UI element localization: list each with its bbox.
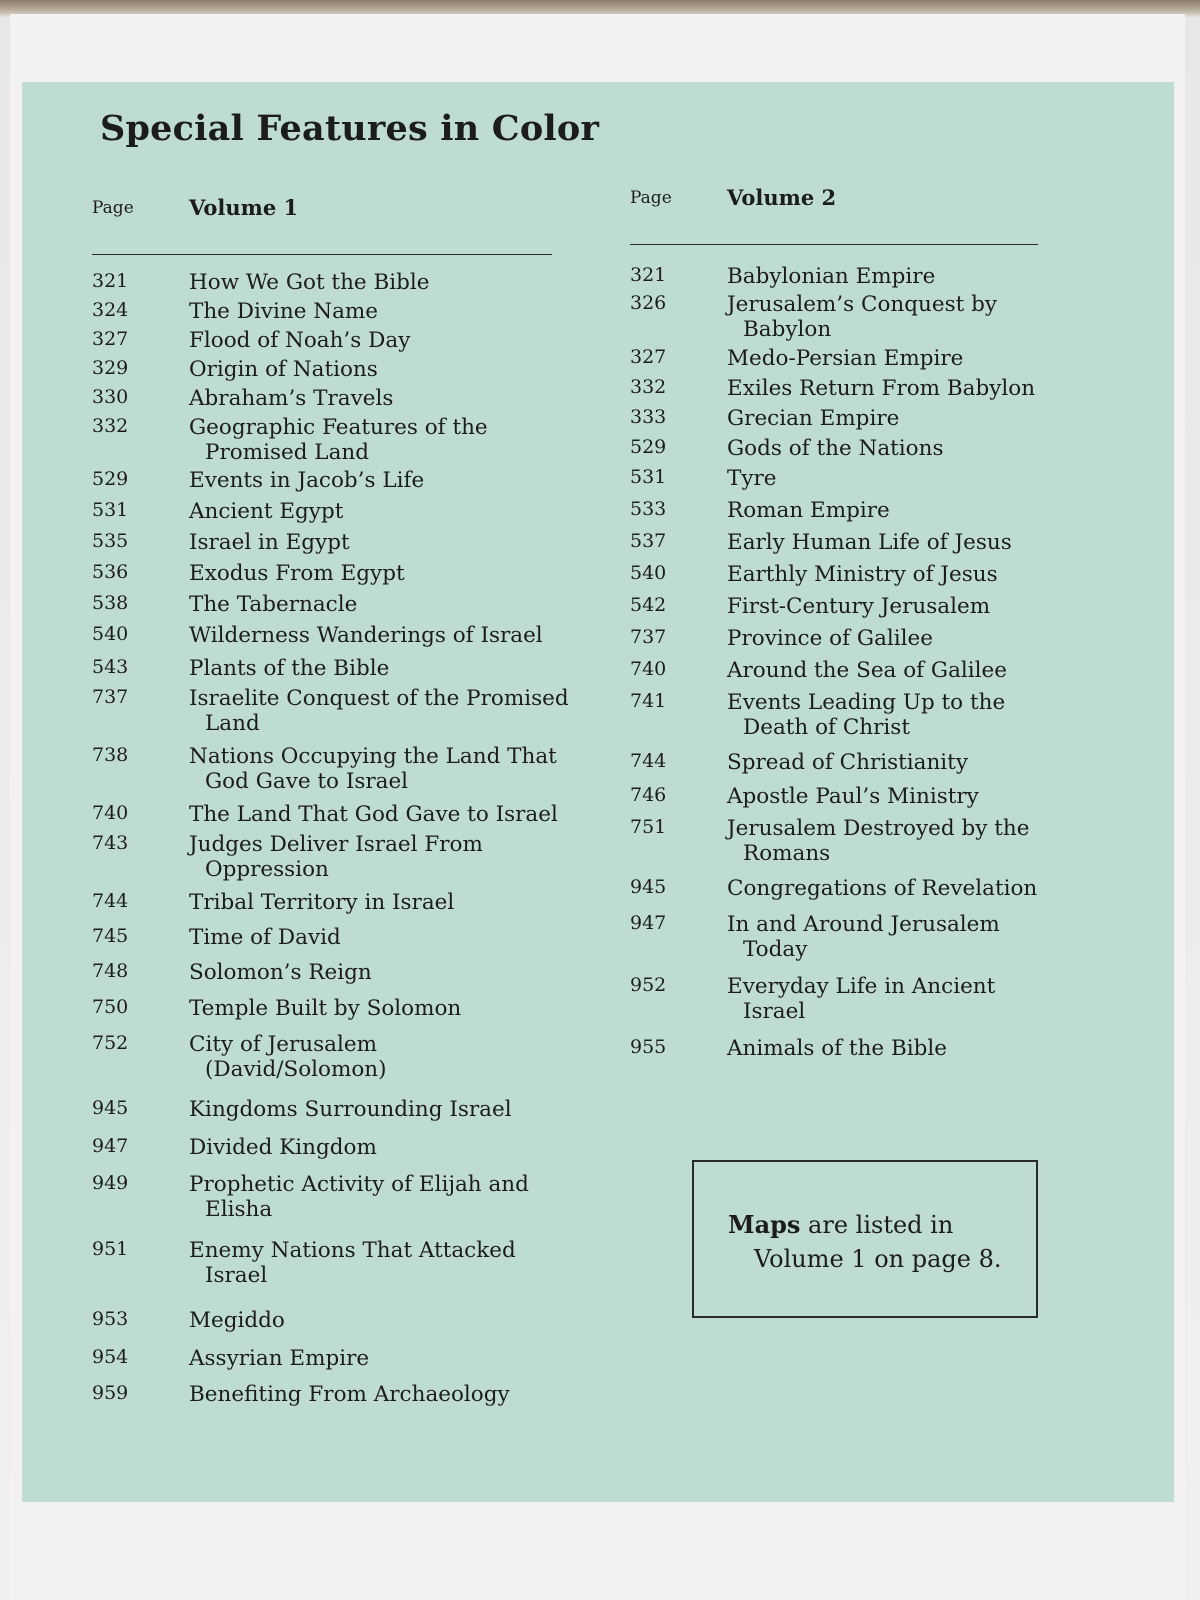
feature-title-line2: Death of Christ bbox=[743, 715, 910, 740]
feature-title-line2: God Gave to Israel bbox=[205, 769, 409, 794]
feature-title-line1: Solomon’s Reign bbox=[189, 960, 372, 985]
feature-title-line1: Israel in Egypt bbox=[189, 530, 350, 555]
feature-title-line1: Animals of the Bible bbox=[727, 1036, 948, 1061]
feature-title bbox=[727, 876, 1107, 901]
feature-title bbox=[727, 594, 1107, 619]
feature-title-line1: Tyre bbox=[727, 466, 777, 491]
feature-title bbox=[727, 346, 1107, 371]
maps-note-line2: Volume 1 on page 8. bbox=[754, 1245, 1002, 1273]
feature-title bbox=[189, 530, 569, 555]
feature-title bbox=[727, 626, 1107, 651]
feature-page-number: 738 bbox=[92, 744, 129, 766]
feature-title-line1: Province of Galilee bbox=[727, 626, 933, 651]
feature-title bbox=[189, 1238, 569, 1288]
feature-page-number: 952 bbox=[630, 974, 667, 996]
feature-title bbox=[189, 592, 569, 617]
feature-title bbox=[189, 832, 569, 882]
feature-title-line1: Apostle Paul’s Ministry bbox=[727, 784, 979, 809]
feature-title bbox=[727, 406, 1107, 431]
feature-title bbox=[727, 750, 1107, 775]
feature-title bbox=[727, 816, 1107, 866]
feature-page-number: 953 bbox=[92, 1308, 129, 1330]
feature-title-line1: The Land That God Gave to Israel bbox=[189, 802, 558, 827]
feature-title-line1: Events in Jacob’s Life bbox=[189, 468, 425, 493]
feature-page-number: 535 bbox=[92, 530, 129, 552]
feature-title-line1: The Tabernacle bbox=[189, 592, 358, 617]
feature-title bbox=[727, 562, 1107, 587]
feature-page-number: 327 bbox=[630, 346, 667, 368]
feature-page-number: 332 bbox=[630, 376, 667, 398]
feature-title-line1: Events Leading Up to the bbox=[727, 690, 1006, 715]
feature-page-number: 746 bbox=[630, 784, 667, 806]
feature-title bbox=[189, 744, 569, 794]
feature-title-line1: Gods of the Nations bbox=[727, 436, 944, 461]
header-rule bbox=[92, 254, 552, 255]
feature-title bbox=[189, 561, 569, 586]
feature-title bbox=[727, 974, 1107, 1024]
feature-page-number: 540 bbox=[630, 562, 667, 584]
feature-title bbox=[189, 1308, 569, 1333]
feature-title-line2: Promised Land bbox=[205, 440, 370, 465]
feature-title bbox=[727, 436, 1107, 461]
feature-title-line1: Roman Empire bbox=[727, 498, 890, 523]
feature-page-number: 737 bbox=[630, 626, 667, 648]
feature-page-number: 752 bbox=[92, 1032, 129, 1054]
feature-title bbox=[727, 1036, 1107, 1061]
feature-page-number: 744 bbox=[630, 750, 667, 772]
feature-page-number: 951 bbox=[92, 1238, 129, 1260]
page-title: Special Features in Color bbox=[100, 108, 600, 149]
feature-title-line2: Babylon bbox=[743, 317, 832, 342]
feature-title-line1: Exodus From Egypt bbox=[189, 561, 405, 586]
feature-page-number: 750 bbox=[92, 996, 129, 1018]
feature-title-line1: How We Got the Bible bbox=[189, 270, 430, 295]
feature-title-line1: Earthly Ministry of Jesus bbox=[727, 562, 998, 587]
feature-title bbox=[189, 328, 569, 353]
feature-page-number: 954 bbox=[92, 1346, 129, 1368]
feature-page-number: 947 bbox=[92, 1135, 129, 1157]
feature-page-number: 740 bbox=[92, 802, 129, 824]
feature-title-line2: Israel bbox=[205, 1263, 268, 1288]
feature-page-number: 955 bbox=[630, 1036, 667, 1058]
feature-title bbox=[189, 996, 569, 1021]
feature-title bbox=[727, 498, 1107, 523]
feature-title-line2: Land bbox=[205, 711, 260, 736]
feature-title bbox=[189, 1097, 569, 1122]
feature-title bbox=[189, 499, 569, 524]
feature-title bbox=[189, 415, 569, 465]
feature-title-line1: Jerusalem Destroyed by the bbox=[727, 816, 1030, 841]
feature-title bbox=[189, 1135, 569, 1160]
feature-title-line1: City of Jerusalem bbox=[189, 1032, 377, 1057]
feature-page-number: 536 bbox=[92, 561, 129, 583]
feature-page-number: 543 bbox=[92, 656, 129, 678]
feature-page-number: 529 bbox=[630, 436, 667, 458]
feature-title-line1: Abraham’s Travels bbox=[189, 386, 394, 411]
feature-page-number: 748 bbox=[92, 960, 129, 982]
feature-title bbox=[189, 802, 569, 827]
feature-title bbox=[189, 1382, 569, 1407]
feature-page-number: 327 bbox=[92, 328, 129, 350]
feature-page-number: 542 bbox=[630, 594, 667, 616]
feature-title-line1: Congregations of Revelation bbox=[727, 876, 1038, 901]
feature-title-line1: Exiles Return From Babylon bbox=[727, 376, 1036, 401]
feature-title-line1: The Divine Name bbox=[189, 299, 379, 324]
feature-title bbox=[189, 656, 569, 681]
feature-title-line1: Time of David bbox=[189, 925, 341, 950]
feature-title bbox=[727, 264, 1107, 289]
feature-page-number: 751 bbox=[630, 816, 667, 838]
feature-title-line1: Temple Built by Solomon bbox=[189, 996, 462, 1021]
feature-title-line1: Ancient Egypt bbox=[189, 499, 344, 524]
feature-page-number: 540 bbox=[92, 623, 129, 645]
feature-page-number: 332 bbox=[92, 415, 129, 437]
feature-page-number: 321 bbox=[630, 264, 667, 286]
feature-title-line1: Kingdoms Surrounding Israel bbox=[189, 1097, 512, 1122]
feature-page-number: 321 bbox=[92, 270, 129, 292]
feature-title-line1: Geographic Features of the bbox=[189, 415, 488, 440]
feature-title-line1: Judges Deliver Israel From bbox=[189, 832, 483, 857]
feature-title bbox=[727, 376, 1107, 401]
volume-header: Volume 1 bbox=[189, 195, 299, 220]
feature-title-line2: Romans bbox=[743, 841, 831, 866]
maps-note-bold: Maps bbox=[728, 1210, 801, 1239]
header-rule bbox=[630, 244, 1038, 245]
features-panel bbox=[22, 82, 1174, 1502]
feature-title-line1: Tribal Territory in Israel bbox=[189, 890, 455, 915]
feature-page-number: 533 bbox=[630, 498, 667, 520]
feature-title-line1: Around the Sea of Galilee bbox=[727, 658, 1007, 683]
feature-page-number: 531 bbox=[630, 466, 667, 488]
volume-header: Volume 2 bbox=[727, 185, 837, 210]
feature-page-number: 741 bbox=[630, 690, 667, 712]
book-page bbox=[10, 14, 1185, 1600]
feature-title-line1: Medo-Persian Empire bbox=[727, 346, 964, 371]
feature-title-line1: Flood of Noah’s Day bbox=[189, 328, 411, 353]
feature-title-line2: Today bbox=[743, 937, 808, 962]
page-column-header: Page bbox=[92, 198, 134, 218]
feature-title-line1: First-Century Jerusalem bbox=[727, 594, 991, 619]
maps-note bbox=[728, 1208, 1028, 1276]
feature-title-line1: Israelite Conquest of the Promised bbox=[189, 686, 569, 711]
feature-page-number: 744 bbox=[92, 890, 129, 912]
feature-title bbox=[727, 912, 1107, 962]
feature-page-number: 531 bbox=[92, 499, 129, 521]
feature-title bbox=[189, 270, 569, 295]
feature-title-line2: Oppression bbox=[205, 857, 329, 882]
feature-title-line2: (David/Solomon) bbox=[205, 1057, 387, 1082]
feature-title-line2: Israel bbox=[743, 999, 806, 1024]
feature-title-line1: Divided Kingdom bbox=[189, 1135, 377, 1160]
feature-title bbox=[189, 1346, 569, 1371]
feature-page-number: 329 bbox=[92, 357, 129, 379]
feature-title-line1: Plants of the Bible bbox=[189, 656, 390, 681]
feature-title bbox=[189, 686, 569, 736]
feature-title-line2: Elisha bbox=[205, 1197, 273, 1222]
feature-title-line1: Prophetic Activity of Elijah and bbox=[189, 1172, 529, 1197]
feature-title bbox=[189, 623, 569, 648]
feature-title-line1: Babylonian Empire bbox=[727, 264, 936, 289]
feature-page-number: 538 bbox=[92, 592, 129, 614]
feature-title-line1: Assyrian Empire bbox=[189, 1346, 370, 1371]
feature-title bbox=[727, 658, 1107, 683]
feature-title-line1: Everyday Life in Ancient bbox=[727, 974, 996, 999]
feature-page-number: 737 bbox=[92, 686, 129, 708]
feature-title-line1: Wilderness Wanderings of Israel bbox=[189, 623, 543, 648]
feature-title bbox=[727, 292, 1107, 342]
feature-page-number: 745 bbox=[92, 925, 129, 947]
feature-title-line1: Enemy Nations That Attacked bbox=[189, 1238, 516, 1263]
feature-page-number: 330 bbox=[92, 386, 129, 408]
feature-page-number: 945 bbox=[630, 876, 667, 898]
feature-title bbox=[189, 386, 569, 411]
feature-title bbox=[189, 357, 569, 382]
feature-page-number: 743 bbox=[92, 832, 129, 854]
feature-title bbox=[189, 468, 569, 493]
feature-page-number: 949 bbox=[92, 1172, 129, 1194]
feature-title bbox=[189, 299, 569, 324]
feature-page-number: 945 bbox=[92, 1097, 129, 1119]
feature-title bbox=[189, 925, 569, 950]
feature-title bbox=[189, 960, 569, 985]
feature-title bbox=[727, 690, 1107, 740]
feature-title-line1: Spread of Christianity bbox=[727, 750, 968, 775]
feature-title-line1: Grecian Empire bbox=[727, 406, 900, 431]
maps-note-box bbox=[692, 1160, 1038, 1318]
maps-note-line1: are listed in bbox=[800, 1211, 954, 1239]
feature-title-line1: Jerusalem’s Conquest by bbox=[727, 292, 997, 317]
feature-page-number: 740 bbox=[630, 658, 667, 680]
feature-title bbox=[727, 466, 1107, 491]
feature-title bbox=[727, 530, 1107, 555]
feature-page-number: 959 bbox=[92, 1382, 129, 1404]
feature-page-number: 537 bbox=[630, 530, 667, 552]
feature-page-number: 947 bbox=[630, 912, 667, 934]
feature-page-number: 333 bbox=[630, 406, 667, 428]
feature-title bbox=[189, 890, 569, 915]
feature-title-line1: Megiddo bbox=[189, 1308, 285, 1333]
page-column-header: Page bbox=[630, 188, 672, 208]
feature-page-number: 326 bbox=[630, 292, 667, 314]
feature-title-line1: Origin of Nations bbox=[189, 357, 378, 382]
feature-page-number: 324 bbox=[92, 299, 129, 321]
feature-title-line1: Benefiting From Archaeology bbox=[189, 1382, 510, 1407]
feature-title-line1: Nations Occupying the Land That bbox=[189, 744, 557, 769]
feature-title bbox=[189, 1032, 569, 1082]
feature-title-line1: In and Around Jerusalem bbox=[727, 912, 1000, 937]
feature-title bbox=[727, 784, 1107, 809]
feature-title-line1: Early Human Life of Jesus bbox=[727, 530, 1012, 555]
feature-title bbox=[189, 1172, 569, 1222]
feature-page-number: 529 bbox=[92, 468, 129, 490]
